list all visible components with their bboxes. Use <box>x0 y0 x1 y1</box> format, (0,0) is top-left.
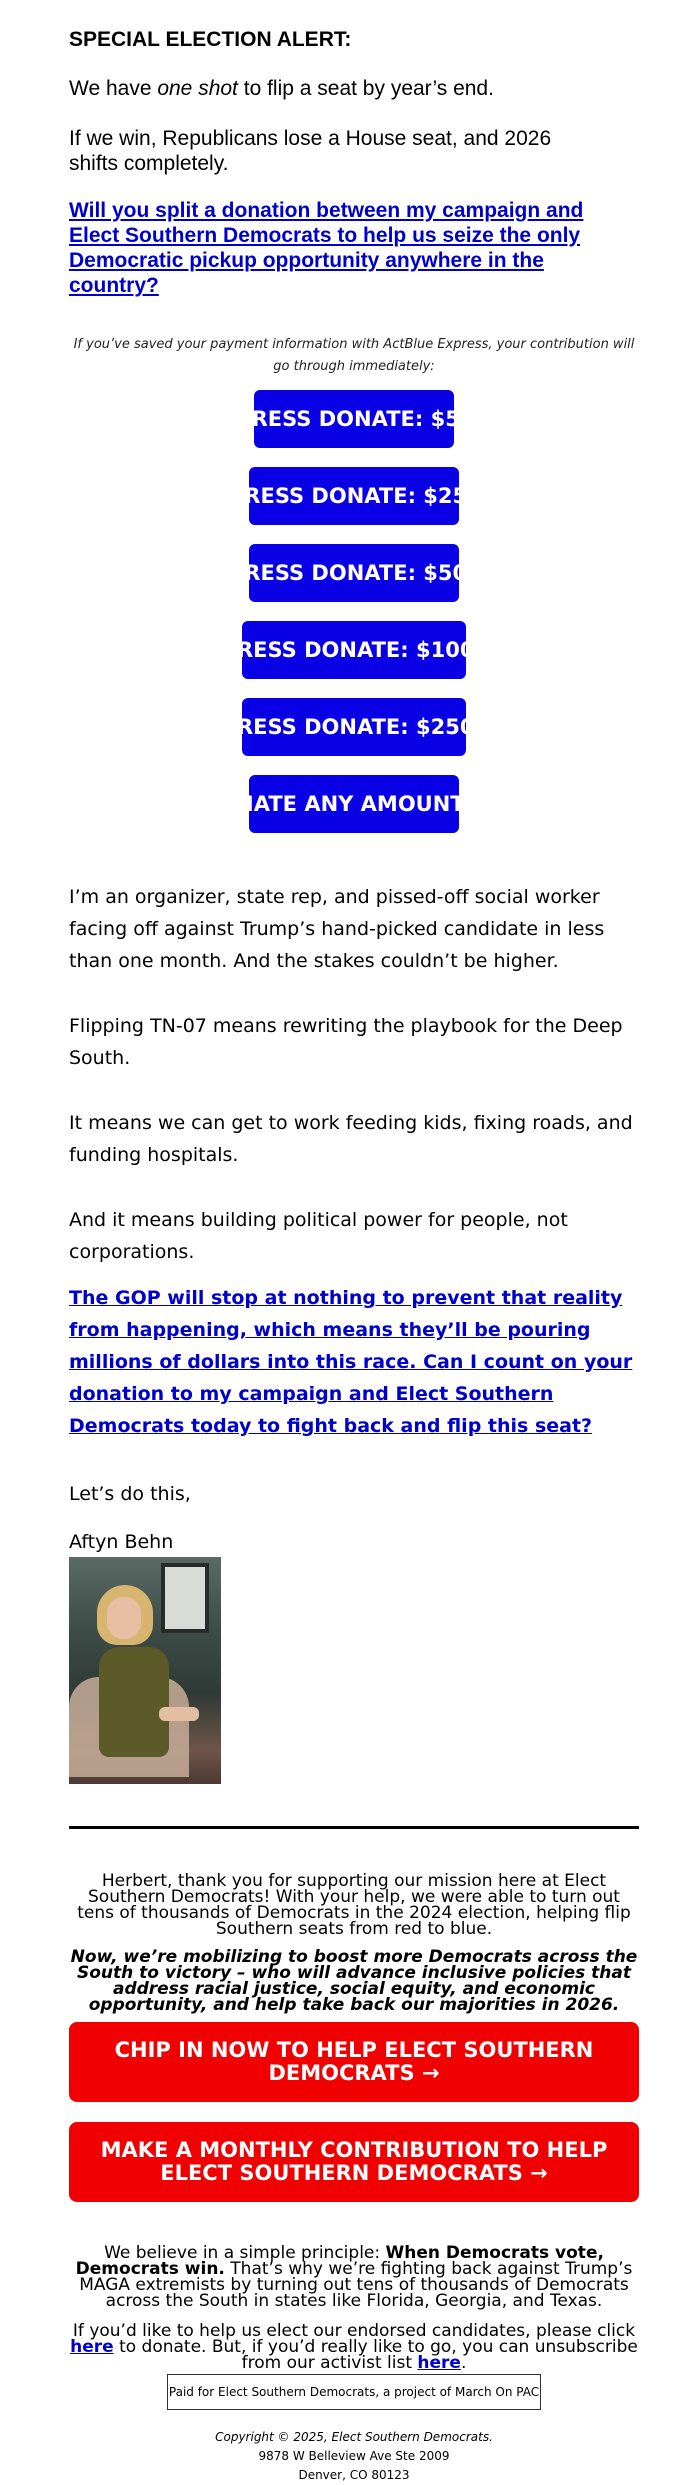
one-shot-post: to flip a seat by year’s end. <box>237 77 494 100</box>
photo-face <box>107 1597 141 1639</box>
footer-principle <box>69 2245 639 2309</box>
express-donate-50-button[interactable]: EXPRESS DONATE: $50 >> <box>249 544 459 602</box>
address-line-1: 9878 W Belleview Ave Ste 2009 <box>258 2449 450 2463</box>
unsubscribe-here-link[interactable]: here <box>417 2353 461 2373</box>
house-seat-line: If we win, Republicans lose a House seat, and 2026 shifts completely. <box>69 127 552 175</box>
photo-dress <box>99 1647 169 1757</box>
express-donate-100-button[interactable]: EXPRESS DONATE: $100 >> <box>242 621 466 679</box>
donate-any-amount-button[interactable]: DONATE ANY AMOUNT >> <box>249 775 459 833</box>
help-end: . <box>460 2353 467 2373</box>
principle-pre: We believe in a simple principle: <box>104 2243 386 2263</box>
letter-paragraph-tn07: Flipping TN-07 means rewriting the playbook for the Deep South. <box>69 1015 623 1069</box>
letter-paragraph-organizer: I’m an organizer, state rep, and pissed-off social worker facing off against Trump’s hand-picked candidate in less than one month. And the stakes couldn’t be higher. <box>69 886 605 972</box>
actblue-express-note: If you’ve saved your payment information with ActBlue Express, your contribution will go through immediately: <box>73 337 635 374</box>
help-mid: to donate. But, if you’d really like to go, you can unsubscribe from our activist list <box>113 2337 638 2373</box>
alert-heading: SPECIAL ELECTION ALERT: <box>69 28 352 51</box>
principle-bold: When Democrats vote, Democrats win. <box>75 2243 604 2279</box>
monthly-contribution-button[interactable]: MAKE A MONTHLY CONTRIBUTION TO HELP ELECT SOUTHERN DEMOCRATS → <box>69 2122 639 2202</box>
express-donate-5-button[interactable]: EXPRESS DONATE: $5 >> <box>254 390 454 448</box>
paid-for-disclaimer: Paid for Elect Southern Democrats, a project of March On PAC <box>167 2374 541 2410</box>
one-shot-pre: We have <box>69 77 158 100</box>
split-donation-link[interactable]: Will you split a donation between my campaign and Elect Southern Democrats to help us seize the only Democratic pickup opportunity anywhere in the country? <box>69 199 584 297</box>
footer-help <box>69 2323 639 2371</box>
footer-divider <box>69 1826 639 1829</box>
chip-in-button[interactable]: CHIP IN NOW TO HELP ELECT SOUTHERN DEMOCRATS → <box>69 2022 639 2102</box>
donate-here-link[interactable]: here <box>70 2337 114 2357</box>
address-line-2: Denver, CO 80123 <box>298 2468 410 2482</box>
letter-paragraph-kids-roads: It means we can get to work feeding kids, fixing roads, and funding hospitals. <box>69 1112 633 1166</box>
express-donate-250-button[interactable]: EXPRESS DONATE: $250 >> <box>242 698 466 756</box>
signoff: Let’s do this, <box>69 1483 191 1505</box>
photo-window <box>161 1563 209 1633</box>
gop-donation-link[interactable]: The GOP will stop at nothing to prevent that reality from happening, which means they’ll be pouring millions of dollars into this race. Can I count on your donation to my campaign and Elect Southern Democrats today to fight back and flip this seat? <box>69 1287 633 1437</box>
letter-paragraph-power: And it means building political power for people, not corporations. <box>69 1209 568 1263</box>
help-pre: If you’d like to help us elect our endorsed candidates, please click <box>72 2321 636 2341</box>
footer-mobilizing: Now, we’re mobilizing to boost more Democrats across the South to victory – who will advance inclusive policies that address racial justice, social equity, and economic opportunity, and help take back our majorities in 2026. <box>70 1947 638 2015</box>
photo-leg <box>159 1707 199 1721</box>
copyright: Copyright © 2025, Elect Southern Democrats. <box>215 2430 493 2444</box>
express-donate-25-button[interactable]: EXPRESS DONATE: $25 >> <box>249 467 459 525</box>
candidate-photo <box>69 1557 221 1784</box>
one-shot-emphasis: one shot <box>157 77 238 100</box>
principle-post: That’s why we’re fighting back against Trump’s MAGA extremists by turning out tens of thousands of Democrats across the South in states like Florida, Georgia, and Texas. <box>79 2259 633 2311</box>
one-shot-line <box>69 76 494 101</box>
signature-name: Aftyn Behn <box>69 1531 174 1553</box>
footer-thanks: Herbert, thank you for supporting our mission here at Elect Southern Democrats! With your help, we were able to turn out tens of thousands of Democrats in the 2024 election, helping flip Southern seats from red to blue. <box>77 1871 631 1939</box>
